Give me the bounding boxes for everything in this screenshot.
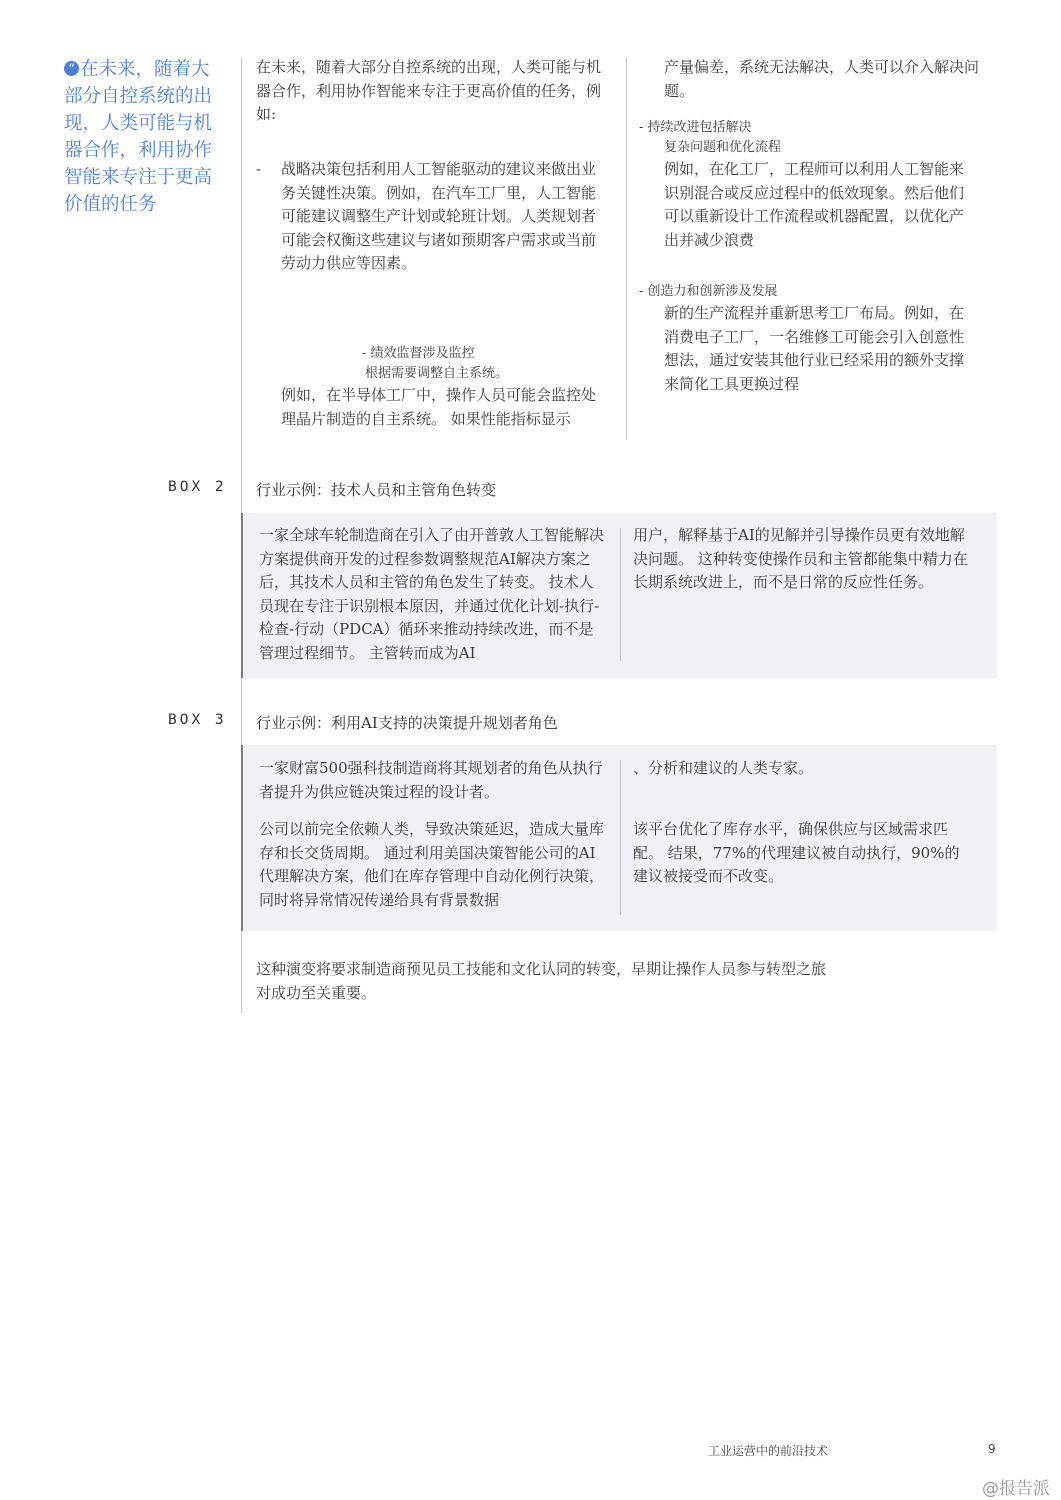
box2-title: 行业示例：技术人员和主管角色转变 — [256, 481, 497, 499]
performance-example: 例如，在半导体工厂中，操作人员可能会监控处理晶片制造的自主系统。 如果性能指标显示 — [281, 386, 597, 428]
heading-creativity: - 创造力和创新涉及发展 — [639, 284, 778, 299]
subheading-continuous-improvement: 复杂问题和优化流程 — [664, 140, 782, 155]
subheading-performance: - 绩效监督涉及监控 — [362, 346, 475, 361]
box2-accent-bar — [241, 513, 243, 678]
box3-accent-bar — [241, 745, 243, 931]
box3-col2-p1: 、分析和建议的人类专家。 — [633, 759, 814, 777]
pull-quote-text: 在未来，随着大部分自控系统的出现，人类可能与机器合作，利用协作智能来专注于更高价值的任务 — [64, 59, 213, 215]
bullet-marker: - — [256, 160, 262, 178]
box3-col1-p2: 公司以前完全依赖人类，导致决策延迟，造成大量库存和长交货周期。 通过利用美国决策智能公司的AI代理解决方案，他们在库存管理中自动化例行决策，同时将异常情况传递给具有背景数据 — [259, 820, 605, 909]
continuous-improvement-text: 例如，在化工厂，工程师可以利用人工智能来识别混合或反应过程中的低效现象。然后他们可以重新设计工作流程或机器配置，以优化产出并减少浪费 — [664, 160, 965, 249]
pull-quote — [64, 56, 224, 218]
intro-lead: 在未来，随着大部分自控系统的出现，人类可能与机器合作，利用协作智能来专注于更高价值的任务，例如: — [256, 58, 602, 123]
box3-col1-p1: 一家财富500强科技制造商将其规划者的角色从执行者提升为供应链决策过程的设计者。 — [259, 759, 603, 801]
quote-icon: “ — [64, 61, 79, 76]
box2-label: BOX 2 — [168, 479, 227, 495]
box2-col2: 用户，解释基于AI的见解并引导操作员更有效地解决问题。 这种转变使操作员和主管都能集中精力在长期系统改进上，而不是日常的反应性任务。 — [633, 526, 968, 591]
box3-col2-p2: 该平台优化了库存水平，确保供应与区域需求匹配。 结果，77%的代理建议被自动执行，90%的建议被接受而不改变。 — [633, 820, 960, 885]
column-divider — [626, 58, 627, 440]
col2-continuation: 产量偏差，系统无法解决，人类可以介入解决问题。 — [664, 58, 980, 100]
creativity-text: 新的生产流程并重新思考工厂布局。例如，在消费电子工厂，一名维修工可能会引入创意性想法，通过安装其他行业已经采用的额外支撑来简化工具更换过程 — [664, 304, 965, 393]
footer-title: 工业运营中的前沿技术 — [708, 1444, 829, 1458]
watermark: @报告派 — [982, 1479, 1050, 1499]
box3-title: 行业示例：利用AI支持的决策提升规划者角色 — [256, 714, 558, 732]
box3-label: BOX 3 — [168, 712, 227, 728]
subheading-performance-2: 根据需要调整自主系统。 — [365, 366, 509, 381]
heading-continuous-improvement: - 持续改进包括解决 — [639, 120, 752, 135]
closing-paragraph: 这种演变将要求制造商预见员工技能和文化认同的转变，早期让操作人员参与转型之旅对成功至关重要。 — [256, 960, 827, 1002]
box2-divider — [620, 528, 621, 661]
page-number: 9 — [988, 1442, 996, 1456]
box2-col1: 一家全球车轮制造商在引入了由开普敦人工智能解决方案提供商开发的过程参数调整规范AI解决方案之后，其技术人员和主管的角色发生了转变。 技术人员现在专注于识别根本原因，并通过优化计划-执行-检查-行动（PDCA）循环来推动持续改进，而不是管理过程细节。 主管转而成为AI — [259, 526, 605, 662]
bullet-strategic-decisions: 战略决策包括利用人工智能驱动的建议来做出业务关键性决策。例如，在汽车工厂里，人工智能可能建议调整生产计划或轮班计划。人类规划者可能会权衡这些建议与诸如预期客户需求或当前劳动力供应等因素。 — [281, 160, 597, 272]
box3-divider — [620, 760, 621, 915]
